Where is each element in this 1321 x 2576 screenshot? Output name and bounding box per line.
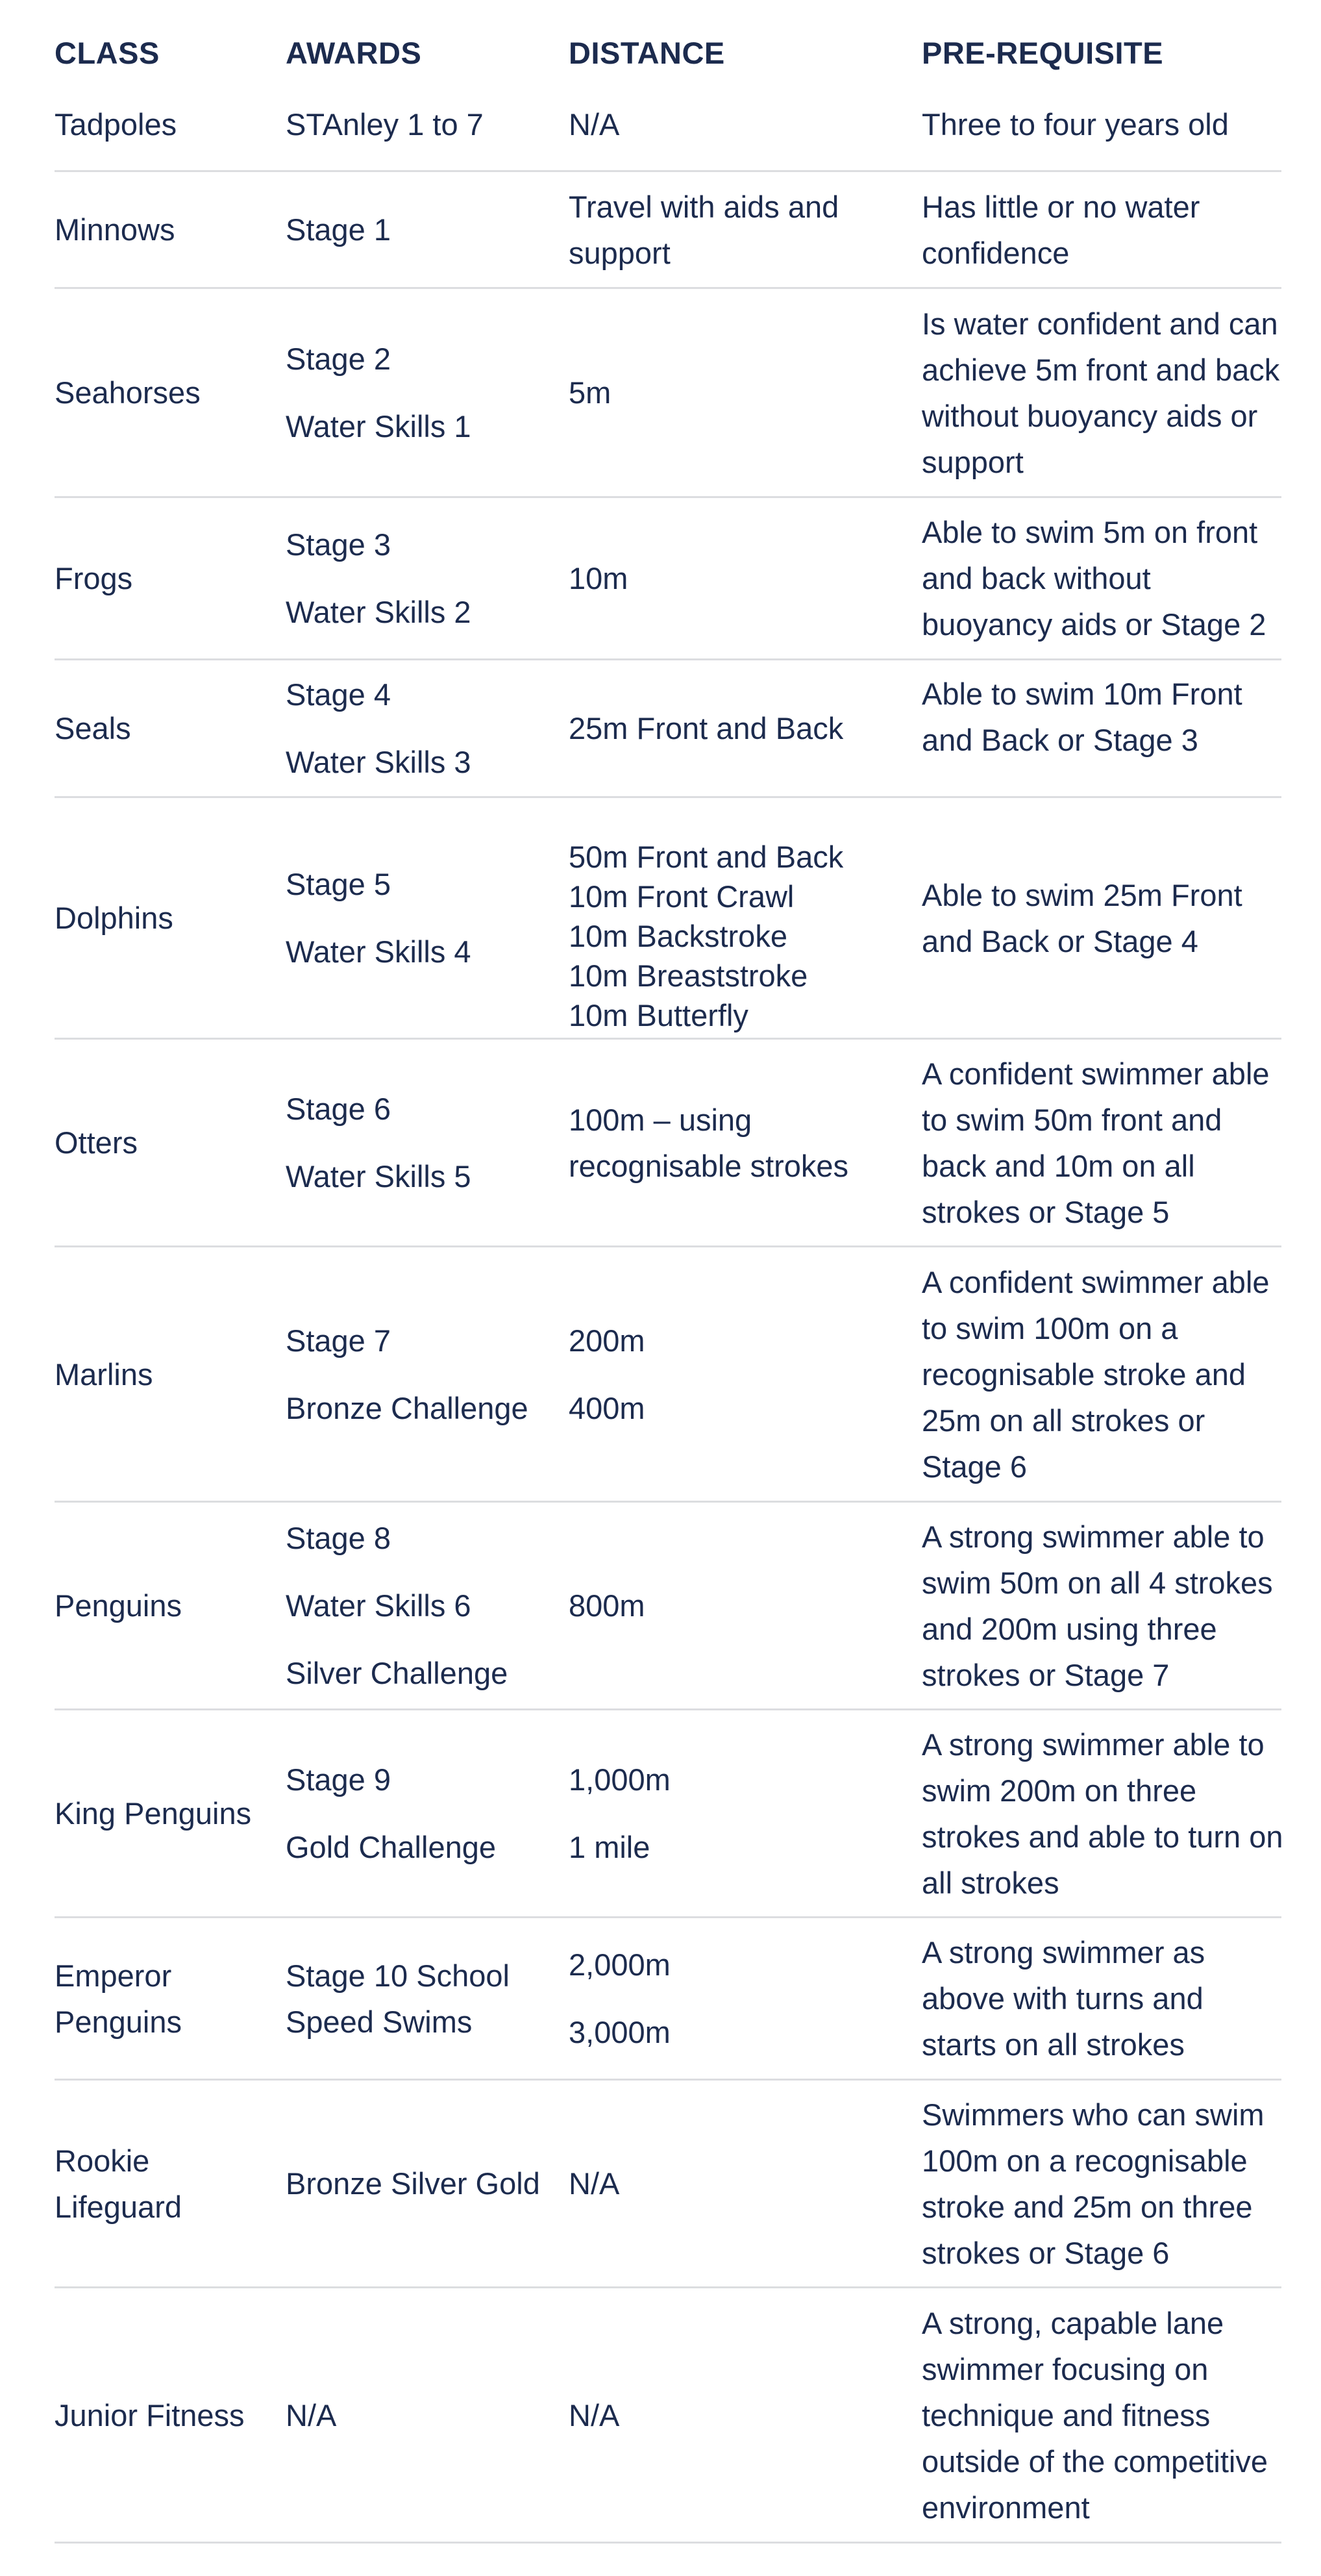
award-item: Stage 2: [286, 342, 391, 376]
prerequisite-cell: Able to swim 10m Front and Back or Stage 3: [922, 677, 1242, 757]
distance-cell: [569, 1503, 913, 1708]
awards-cell: [286, 289, 565, 496]
class-cell: King Penguins: [55, 1796, 252, 1831]
table-row: [55, 1247, 1281, 1503]
distance-item: 10m Breaststroke: [569, 958, 808, 993]
distance-item: 1,000m: [569, 1762, 671, 1797]
distance-item: 1 mile: [569, 1830, 650, 1864]
lessons-table: [55, 0, 1281, 2544]
distance-item: 800m: [569, 1588, 645, 1623]
award-item: Water Skills 6: [286, 1588, 471, 1623]
table-row: [55, 798, 1281, 1040]
table-row: [55, 289, 1281, 498]
prerequisite-cell: A confident swimmer able to swim 100m on a recognisable stroke and 25m on all strokes or Stage 6: [922, 1264, 1270, 1484]
class-cell: Seahorses: [55, 375, 201, 410]
table-header: [55, 0, 1281, 97]
awards-cell: [286, 1710, 565, 1916]
award-item: Stage 5: [286, 867, 391, 901]
header-awards: AWARDS: [286, 36, 422, 70]
table-row: [55, 1710, 1281, 1918]
class-cell: Marlins: [55, 1357, 153, 1392]
awards-cell: [286, 798, 565, 1038]
distance-cell: [569, 1710, 913, 1916]
awards-cell: [286, 2288, 565, 2542]
class-cell: Tadpoles: [55, 107, 177, 142]
awards-cell: [286, 97, 565, 170]
award-item: STAnley 1 to 7: [286, 107, 484, 142]
table-row: [55, 2081, 1281, 2288]
class-cell: Frogs: [55, 561, 133, 595]
prerequisite-cell: A strong swimmer as above with turns and starts on all strokes: [922, 1935, 1205, 2062]
class-cell: Rookie Lifeguard: [55, 2143, 182, 2224]
distance-item: 400m: [569, 1390, 645, 1425]
table-row: [55, 1503, 1281, 1710]
award-item: Stage 6: [286, 1092, 391, 1126]
distance-cell: [569, 1247, 913, 1501]
award-item: Stage 9: [286, 1762, 391, 1797]
prerequisite-cell: A strong swimmer able to swim 200m on three strokes and able to turn on all strokes: [922, 1727, 1283, 1900]
awards-cell: [286, 1040, 565, 1245]
prerequisite-cell: A strong, capable lane swimmer focusing on technique and fitness outside of the competitive environment: [922, 2305, 1268, 2525]
awards-cell: [286, 2081, 565, 2286]
prerequisite-cell: Three to four years old: [922, 107, 1229, 142]
distance-item: 5m: [569, 375, 611, 410]
class-cell: Seals: [55, 711, 131, 745]
distance-item: 200m: [569, 1323, 645, 1358]
distance-item: 10m Backstroke: [569, 919, 787, 953]
award-item: N/A: [286, 2397, 337, 2432]
header-prerequisite: PRE-REQUISITE: [922, 36, 1164, 70]
award-item: Gold Challenge: [286, 1830, 496, 1864]
table-row: [55, 1918, 1281, 2081]
award-item: Stage 3: [286, 527, 391, 562]
distance-item: N/A: [569, 2166, 620, 2201]
award-item: Water Skills 5: [286, 1159, 471, 1194]
award-item: Water Skills 1: [286, 409, 471, 444]
award-item: Stage 8: [286, 1521, 391, 1555]
table-row: [55, 660, 1281, 798]
awards-cell: [286, 172, 565, 287]
awards-cell: [286, 660, 565, 796]
class-cell: Minnows: [55, 212, 175, 247]
table-row: [55, 172, 1281, 289]
distance-item: 50m Front and Back: [569, 840, 844, 874]
distance-cell: [569, 97, 913, 170]
table-row: [55, 498, 1281, 660]
award-item: Bronze Challenge: [286, 1390, 528, 1425]
award-item: Silver Challenge: [286, 1656, 508, 1690]
award-item: Stage 4: [286, 677, 391, 712]
distance-cell: [569, 2081, 913, 2286]
header-class: CLASS: [55, 36, 160, 70]
class-cell: Junior Fitness: [55, 2397, 245, 2432]
distance-item: 2,000m: [569, 1947, 671, 1982]
class-cell: Otters: [55, 1125, 138, 1160]
table-row: [55, 1040, 1281, 1247]
prerequisite-cell: A strong swimmer able to swim 50m on all 4 strokes and 200m using three strokes or Stage 7: [922, 1519, 1273, 1692]
class-cell: Emperor Penguins: [55, 1958, 182, 2039]
award-item: Stage 10 School Speed Swims: [286, 1958, 510, 2039]
distance-item: N/A: [569, 107, 620, 142]
prerequisite-cell: Able to swim 25m Front and Back or Stage 4: [922, 877, 1242, 958]
award-item: Stage 7: [286, 1323, 391, 1358]
distance-item: 10m Front Crawl: [569, 879, 795, 914]
award-item: Water Skills 3: [286, 745, 471, 779]
award-item: Water Skills 4: [286, 934, 471, 969]
awards-cell: [286, 498, 565, 658]
distance-cell: [569, 798, 913, 1038]
awards-cell: [286, 1247, 565, 1501]
awards-cell: [286, 1503, 565, 1708]
table-row: [55, 2288, 1281, 2544]
header-distance: DISTANCE: [569, 36, 725, 70]
class-cell: Penguins: [55, 1588, 182, 1623]
prerequisite-cell: Swimmers who can swim 100m on a recognisable stroke and 25m on three strokes or Stage 6: [922, 2097, 1265, 2270]
distance-cell: [569, 289, 913, 496]
distance-item: 10m Butterfly: [569, 998, 748, 1032]
award-item: Stage 1: [286, 212, 391, 247]
distance-item: 25m Front and Back: [569, 711, 844, 745]
awards-cell: [286, 1918, 545, 2079]
distance-item: 100m – using recognisable strokes: [569, 1102, 849, 1183]
distance-item: 3,000m: [569, 2015, 671, 2049]
distance-cell: [569, 172, 874, 287]
award-item: Water Skills 2: [286, 595, 471, 629]
distance-cell: [569, 660, 913, 796]
prerequisite-cell: Able to swim 5m on front and back without buoyancy aids or Stage 2: [922, 515, 1266, 642]
prerequisite-cell: Is water confident and can achieve 5m front and back without buoyancy aids or support: [922, 306, 1280, 479]
prerequisite-cell: Has little or no water confidence: [922, 189, 1200, 270]
table-row: [55, 97, 1281, 172]
distance-item: Travel with aids and support: [569, 189, 839, 270]
distance-cell: [569, 1918, 913, 2079]
distance-item: N/A: [569, 2397, 620, 2432]
class-cell: Dolphins: [55, 901, 173, 935]
distance-cell: [569, 2288, 913, 2542]
distance-item: 10m: [569, 561, 628, 595]
prerequisite-cell: A confident swimmer able to swim 50m front and back and 10m on all strokes or Stage 5: [922, 1056, 1270, 1229]
distance-cell: [569, 1040, 913, 1245]
distance-cell: [569, 498, 913, 658]
award-item: Bronze Silver Gold: [286, 2166, 540, 2201]
